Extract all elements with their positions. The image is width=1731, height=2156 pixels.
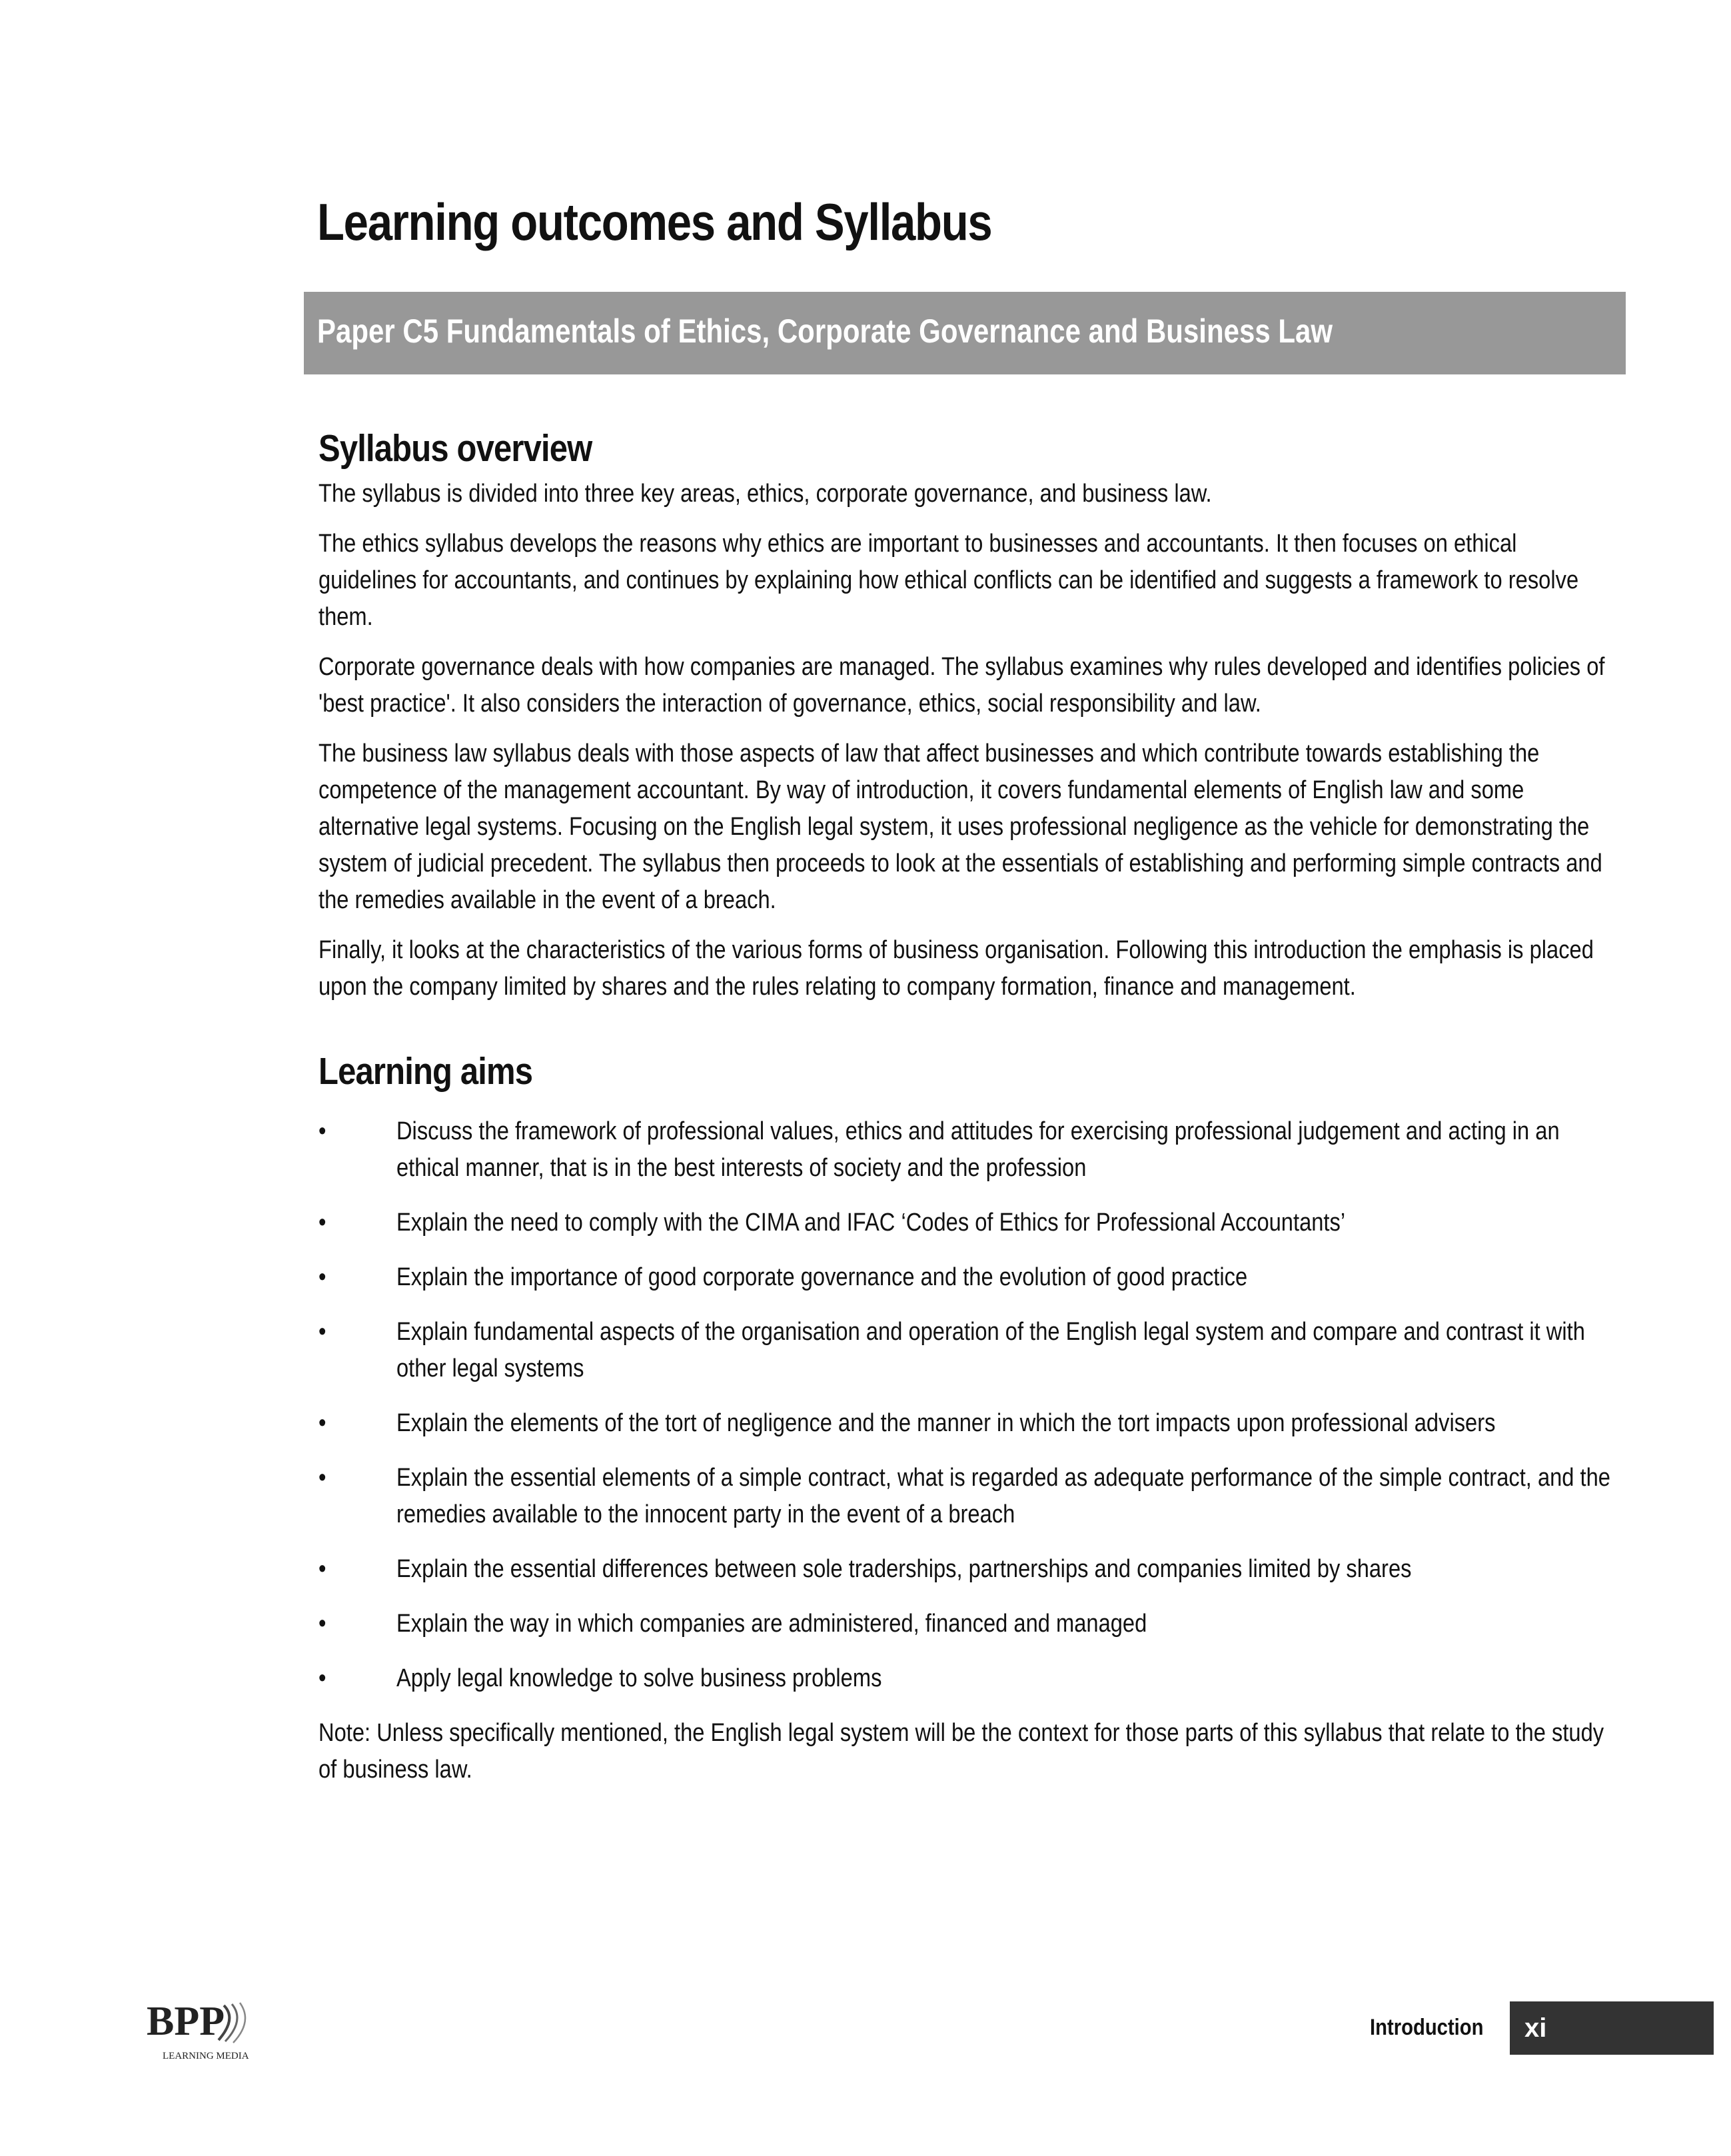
overview-paragraph: The ethics syllabus develops the reasons why ethics are important to businesses and accountants. It then focuses on ethical guidelines for accountants, and continues by explaining how ethical conflicts can be identified and suggests a framework to resolve them. [318,530,1579,631]
overview-paragraph: Corporate governance deals with how companies are managed. The syllabus examines why rules developed and identifies policies of 'best practice'. It also considers the interaction of governance, ethics, social responsibility and law. [318,653,1605,718]
list-item [318,1314,1618,1387]
main-content [318,426,1618,1802]
list-item [318,1606,1618,1642]
aim-text: Explain the elements of the tort of negligence and the manner in which the tort impacts upon professional advisers [396,1409,1496,1437]
list-item [318,1113,1618,1187]
syllabus-overview-section [318,426,1618,1005]
overview-paragraph: The business law syllabus deals with those aspects of law that affect businesses and which contribute towards establishing the competence of the management accountant. By way of introduction, it covers fundamental elements of English law and some alternative legal systems. Focusing on the English legal system, it uses professional negligence as the vehicle for demonstrating the system of judicial precedent. The syllabus then proceeds to look at the essentials of establishing and performing simple contracts and the remedies available in the event of a breach. [318,740,1602,914]
bullet-icon: • [318,1209,326,1237]
list-item [318,1259,1618,1296]
bullet-icon: • [318,1409,326,1437]
aim-text: Discuss the framework of professional values, ethics and attitudes for exercising professional judgement and acting in an ethical manner, that is in the best interests of society and the profession [396,1117,1560,1182]
learning-aims-section [318,1049,1618,1788]
bullet-icon: • [318,1117,326,1145]
bullet-icon: • [318,1263,326,1291]
overview-paragraph: Finally, it looks at the characteristics of the various forms of business organisation. Following this introduction the emphasis is placed upon the company limited by shares and the rules relating to company formation, finance and management. [318,936,1594,1001]
list-item [318,1660,1618,1697]
paper-banner [304,292,1626,374]
paper-title: Paper C5 Fundamentals of Ethics, Corporate Governance and Business Law [317,312,1333,350]
list-item [318,1460,1618,1533]
aim-text: Explain the importance of good corporate governance and the evolution of good practice [396,1263,1248,1291]
aim-text: Explain the essential differences between sole traderships, partnerships and companies limited by shares [396,1555,1412,1583]
bullet-icon: • [318,1318,326,1346]
learning-aims-list [318,1113,1618,1697]
list-item [318,1205,1618,1241]
section-heading-learning-aims: Learning aims [318,1050,533,1093]
logo-subtext: LEARNING MEDIA [163,2051,249,2061]
aim-text: Explain the need to comply with the CIMA and IFAC ‘Codes of Ethics for Professional Accountants’ [396,1209,1346,1237]
page-title: Learning outcomes and Syllabus [317,193,992,251]
overview-paragraph: The syllabus is divided into three key areas, ethics, corporate governance, and business law. [318,480,1212,508]
footer-section-label: Introduction [1370,2015,1484,2040]
list-item [318,1551,1618,1588]
aim-text: Apply legal knowledge to solve business problems [396,1664,882,1692]
logo-letters: BPP [147,1999,225,2044]
list-item [318,1405,1618,1442]
page-number-box [1510,2001,1714,2055]
syllabus-note: Note: Unless specifically mentioned, the English legal system will be the context for those parts of this syllabus that relate to the study of business law. [318,1719,1604,1784]
section-heading-syllabus-overview: Syllabus overview [318,427,592,470]
page-number: xi [1524,2013,1547,2043]
bullet-icon: • [318,1555,326,1583]
bullet-icon: • [318,1664,326,1692]
bullet-icon: • [318,1464,326,1492]
aim-text: Explain the essential elements of a simple contract, what is regarded as adequate performance of the simple contract, and the remedies available to the innocent party in the event of a breach [396,1464,1610,1528]
bpp-learning-media-logo [144,1992,257,2065]
aim-text: Explain the way in which companies are administered, financed and managed [396,1610,1147,1638]
aim-text: Explain fundamental aspects of the organisation and operation of the English legal system and compare and contrast it with other legal systems [396,1318,1585,1382]
bullet-icon: • [318,1610,326,1638]
